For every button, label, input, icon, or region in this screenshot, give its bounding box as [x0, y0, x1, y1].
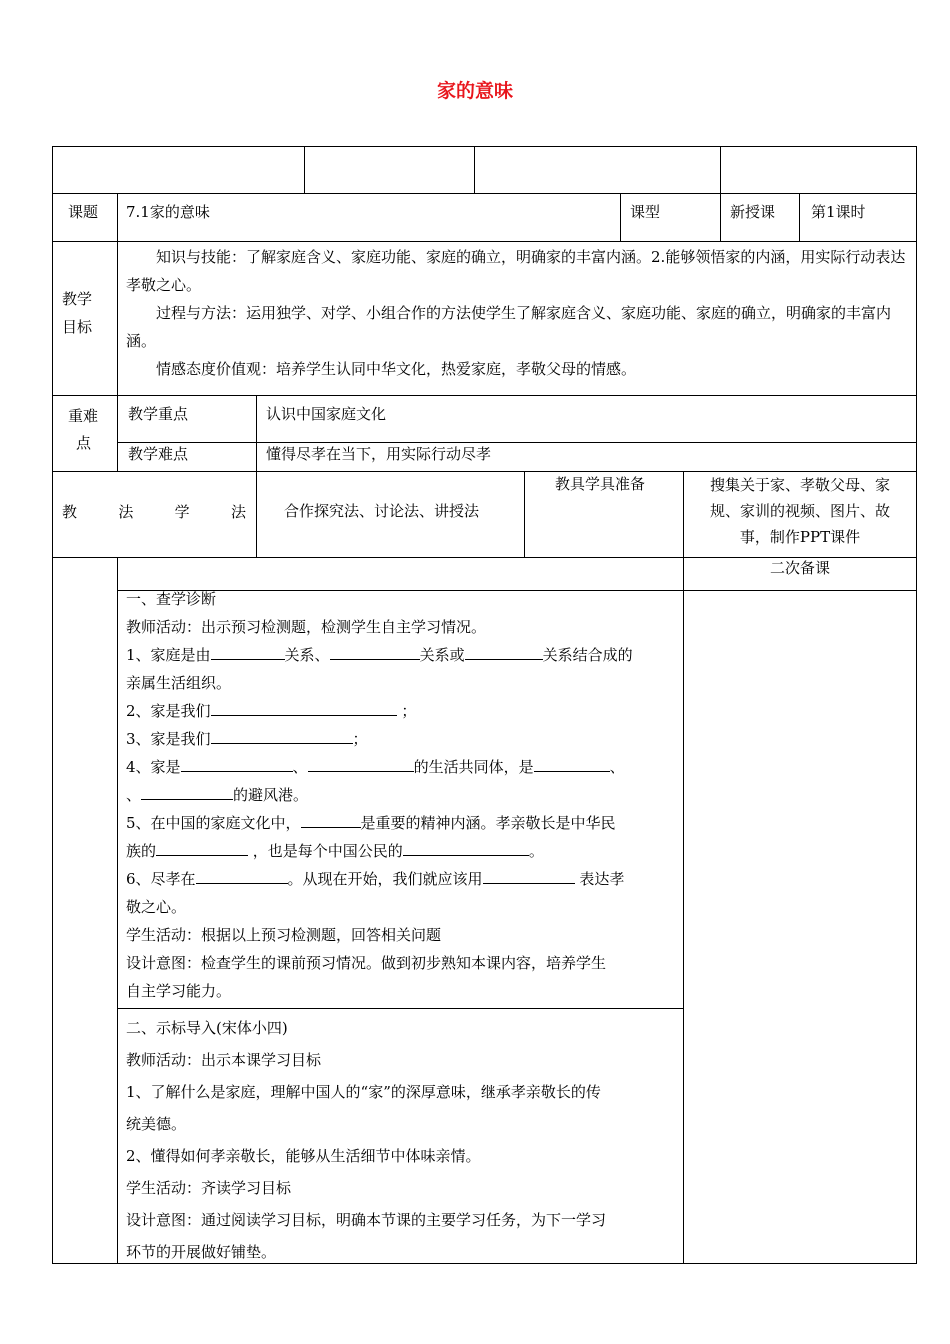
tools-value-line: 规、家训的视频、图片、故 — [709, 502, 890, 520]
section1-student: 学生活动：根据以上预习检测题，回答相关问题 — [126, 926, 442, 944]
methods-label-char: 法 — [118, 503, 134, 521]
focus-label: 教学重点 — [128, 405, 189, 423]
type-value: 新授课 — [730, 203, 776, 221]
question-5: 5、在中国的家庭文化中， 是重要的精神内涵。孝亲敬长是中华民 — [126, 809, 678, 837]
document-title: 家的意味 — [436, 80, 513, 102]
section2-heading: 二、示标导入(宋体小四) — [126, 1019, 288, 1037]
secondary-prep-header: 二次备课 — [769, 559, 830, 577]
section1-heading: 一、查学诊断 — [126, 590, 217, 608]
type-label: 课型 — [630, 203, 661, 221]
topic-value: 7.1家的意味 — [126, 203, 210, 221]
goal-1-cont: 统美德。 — [126, 1115, 187, 1133]
methods-value: 合作探究法、讨论法、讲授法 — [284, 502, 480, 520]
objective-emotion: 情感态度价值观：培养学生认同中华文化，热爱家庭，孝敬父母的情感。 — [156, 360, 637, 378]
section2-design-cont: 环节的开展做好铺垫。 — [126, 1243, 277, 1261]
period-value: 第1课时 — [811, 203, 866, 221]
section2-student: 学生活动：齐读学习目标 — [126, 1179, 292, 1197]
methods-label-char: 教 — [62, 503, 78, 521]
goal-2: 2、懂得如何孝亲敬长，能够从生活细节中体味亲情。 — [126, 1147, 481, 1165]
goal-1: 1、了解什么是家庭，理解中国人的“家”的深厚意味，继承孝亲敬长的传 — [126, 1083, 601, 1101]
question-1: 1、家庭是由 关系、 关系或 关系结合成的 — [126, 641, 678, 669]
question-4-cont: 、 的避风港。 — [126, 781, 678, 809]
question-3: 3、家是我们 ； — [126, 725, 678, 753]
key-points-label-1: 重难 — [68, 407, 99, 425]
difficulty-value: 懂得尽孝在当下，用实际行动尽孝 — [266, 445, 492, 463]
difficulty-label: 教学难点 — [128, 445, 189, 463]
tools-value — [684, 472, 916, 550]
objective-process: 过程与方法：运用独学、对学、小组合作的方法使学生了解家庭含义、家庭功能、家庭的确立，明确家的丰富内涵。 — [126, 304, 892, 350]
tools-value-line: 搜集关于家、孝敬父母、家 — [709, 476, 890, 494]
methods-label-char: 学 — [174, 503, 190, 521]
question-4: 4、家是 、 的生活共同体，是 、 — [126, 753, 678, 781]
objective-knowledge: 知识与技能：了解家庭含义、家庭功能、家庭的确立，明确家的丰富内涵。2.能够领悟家的内涵，用实际行动表达孝敬之心。 — [126, 248, 906, 294]
question-1-cont: 亲属生活组织。 — [126, 674, 232, 692]
objectives-text — [126, 243, 908, 383]
section1-design-cont: 自主学习能力。 — [126, 982, 232, 1000]
tools-label: 教具学具准备 — [555, 475, 646, 493]
section2-design: 设计意图：通过阅读学习目标，明确本节课的主要学习任务，为下一学习 — [126, 1211, 607, 1229]
question-6-cont: 敬之心。 — [126, 898, 187, 916]
methods-label — [62, 501, 246, 522]
topic-label: 课题 — [68, 203, 99, 221]
methods-label-char: 法 — [230, 503, 246, 521]
key-points-label-2: 点 — [76, 434, 92, 452]
section1-design: 设计意图：检查学生的课前预习情况。做到初步熟知本课内容，培养学生 — [126, 954, 607, 972]
section-intro — [126, 1012, 678, 1268]
section2-teacher: 教师活动：出示本课学习目标 — [126, 1051, 322, 1069]
question-5-cont: 族的 ，也是每个中国公民的 。 — [126, 837, 678, 865]
section-diagnosis — [126, 585, 678, 1005]
tools-value-line: 事，制作PPT课件 — [739, 528, 861, 546]
objectives-label-2: 目标 — [62, 318, 93, 336]
question-2: 2、家是我们 ； — [126, 697, 678, 725]
section1-teacher: 教师活动：出示预习检测题，检测学生自主学习情况。 — [126, 618, 487, 636]
focus-value: 认识中国家庭文化 — [266, 405, 387, 423]
objectives-label-1: 教学 — [62, 290, 93, 308]
question-6: 6、尽孝在 。从现在开始，我们就应该用 表达孝 — [126, 865, 678, 893]
